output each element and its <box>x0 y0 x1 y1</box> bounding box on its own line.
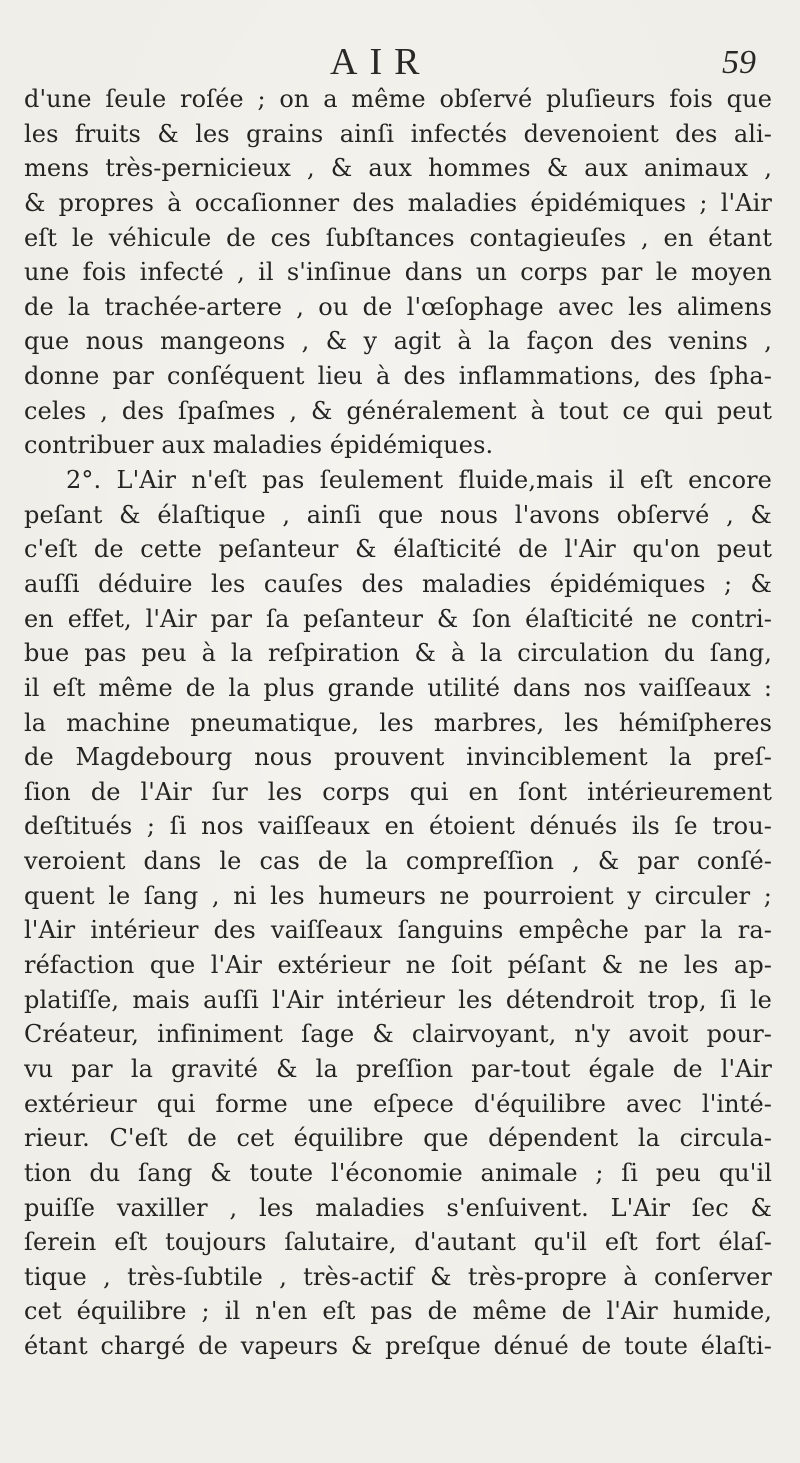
text-line: Créateur, infiniment ſage & clairvoyant, n'y avoit pour- <box>24 1020 772 1049</box>
body-text <box>24 82 772 1364</box>
text-line: mens très-pernicieux , & aux hommes & aux animaux , <box>24 154 772 183</box>
text-line: l'Air intérieur des vaiſſeaux ſanguins empêche par la ra- <box>24 916 772 945</box>
text-line: extérieur qui forme une eſpece d'équilibre avec l'inté- <box>24 1089 772 1118</box>
text-line: la machine pneumatique, les marbres, les hémiſpheres <box>24 708 772 737</box>
text-line: cet équilibre ; il n'en eſt pas de même de l'Air humide, <box>24 1297 772 1326</box>
text-line: puiſſe vaxiller , les maladies s'enſuivent. L'Air ſec & <box>24 1193 772 1222</box>
text-line: ſion de l'Air ſur les corps qui en ſont intérieurement <box>24 777 772 806</box>
text-line: réfaction que l'Air extérieur ne ſoit péſant & ne les ap- <box>24 951 772 980</box>
text-line: rieur. C'eſt de cet équilibre que dépendent la circula- <box>24 1124 772 1153</box>
text-line: platiſſe, mais auſſi l'Air intérieur les détendroit trop, ſi le <box>24 985 772 1014</box>
text-line: bue pas peu à la reſpiration & à la circulation du ſang, <box>24 639 772 668</box>
page-number: 59 <box>722 44 756 81</box>
text-line: celes , des ſpaſmes , & généralement à tout ce qui peut <box>24 396 772 425</box>
text-line: deſtitués ; ſi nos vaiſſeaux en étoient dénués ils ſe trou- <box>24 812 772 841</box>
text-line: veroient dans le cas de la compreſſion , & par conſé- <box>24 847 772 876</box>
text-line: de la trachée-artere , ou de l'œſophage avec les alimens <box>24 292 772 321</box>
text-line: c'eſt de cette peſanteur & élaſticité de l'Air qu'on peut <box>24 535 772 564</box>
text-line: donne par conſéquent lieu à des inflammations, des ſpha- <box>24 362 772 391</box>
text-line: que nous mangeons , & y agit à la façon des venins , <box>24 327 772 356</box>
text-line: peſant & élaſtique , ainſi que nous l'avons obſervé , & <box>24 500 772 529</box>
paragraph-end-line: contribuer aux maladies épidémiques. <box>24 431 494 460</box>
text-line: une fois infecté , il s'inſinue dans un corps par le moyen <box>24 258 772 287</box>
text-line: ſerein eſt toujours ſalutaire, d'autant qu'il eſt fort élaſ- <box>24 1228 772 1257</box>
text-line: tion du ſang & toute l'économie animale ; ſi peu qu'il <box>24 1158 772 1187</box>
text-line: vu par la gravité & la preſſion par-tout égale de l'Air <box>24 1054 772 1083</box>
text-line: en effet, l'Air par ſa peſanteur & ſon élaſticité ne contri- <box>24 604 772 633</box>
paragraph-start-line: 2°. L'Air n'eſt pas ſeulement fluide,mais il eſt encore <box>66 466 772 495</box>
text-line: & propres à occaſionner des maladies épidémiques ; l'Air <box>24 188 772 217</box>
text-line: il eſt même de la plus grande utilité dans nos vaiſſeaux : <box>24 673 772 702</box>
text-line: de Magdebourg nous prouvent invinciblement la preſ- <box>24 743 772 772</box>
text-line: les fruits & les grains ainſi infectés devenoient des ali- <box>24 119 772 148</box>
text-line: tique , très-ſubtile , très-actif & très-propre à conſerver <box>24 1262 772 1291</box>
text-line: quent le ſang , ni les humeurs ne pourroient y circuler ; <box>24 881 772 910</box>
text-line: étant chargé de vapeurs & preſque dénué de toute élaſti- <box>24 1332 772 1361</box>
text-line: eſt le véhicule de ces ſubſtances contagieuſes , en étant <box>24 223 772 252</box>
text-line: d'une ſeule roſée ; on a même obſervé pluſieurs fois que <box>24 85 772 113</box>
running-title: AIR <box>330 41 432 83</box>
text-line: auſſi déduire les cauſes des maladies épidémiques ; & <box>24 569 772 598</box>
